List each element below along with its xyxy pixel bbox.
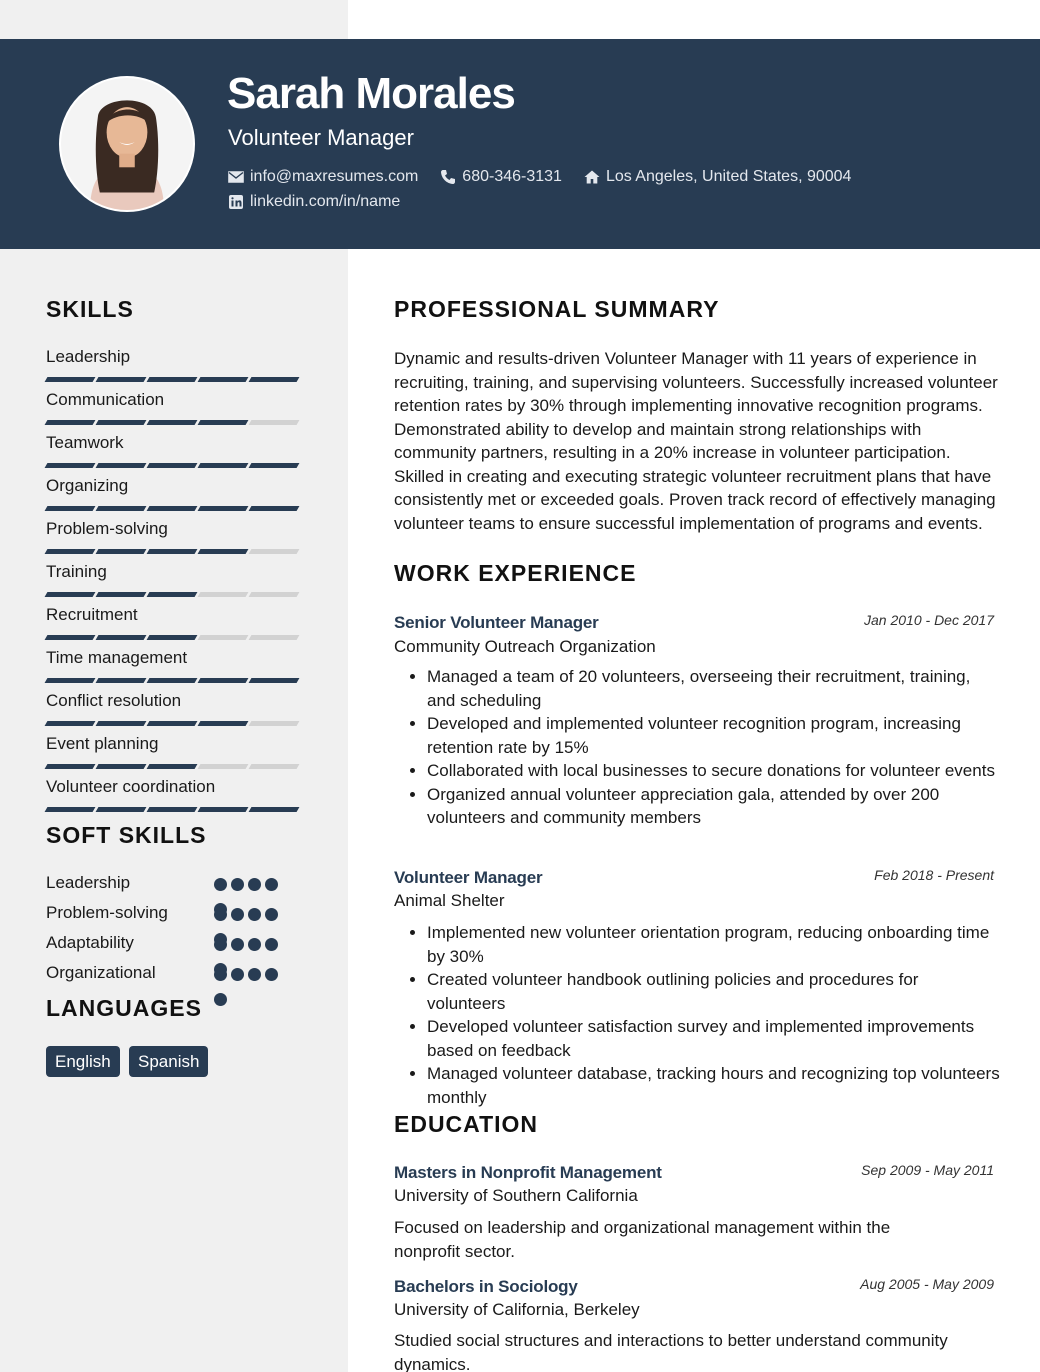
skill-label: Time management xyxy=(46,648,188,667)
skill-level-bar xyxy=(46,549,301,554)
rating-dot xyxy=(248,878,261,891)
skill-level-segment xyxy=(198,678,249,683)
skill-level-segment xyxy=(45,635,96,640)
skill-level-bar xyxy=(46,807,301,812)
skill-level-segment xyxy=(198,377,249,382)
soft-skills-title: SOFT SKILLS xyxy=(46,822,207,848)
skill-level-segment xyxy=(96,721,147,726)
skill-level-segment xyxy=(198,721,249,726)
degree-title: Bachelors in Sociology xyxy=(394,1277,578,1296)
skill-label: Event planning xyxy=(46,734,159,753)
skill-label: Leadership xyxy=(46,347,131,366)
skill-level-segment xyxy=(249,764,300,769)
skill-label: Problem-solving xyxy=(46,519,168,538)
skill-level-segment xyxy=(45,506,96,511)
job-dates: Feb 2018 - Present xyxy=(874,867,994,883)
soft-skill-label: Leadership xyxy=(46,873,131,892)
rating-dot xyxy=(231,908,244,921)
rating-dot xyxy=(265,938,278,951)
dot-stray xyxy=(214,963,227,976)
email-text: info@maxresumes.com xyxy=(250,168,419,185)
skill-level-segment xyxy=(147,807,198,812)
skill-level-segment xyxy=(96,592,147,597)
list-item: Developed volunteer satisfaction survey and implemented improvements based on feedback xyxy=(410,1015,1000,1062)
job-title: Senior Volunteer Manager xyxy=(394,613,599,632)
job-dates: Jan 2010 - Dec 2017 xyxy=(864,612,994,628)
skill-level-segment xyxy=(198,807,249,812)
skill-label: Training xyxy=(46,562,107,581)
profile-photo xyxy=(61,78,193,210)
skill-level-segment xyxy=(147,506,198,511)
rating-dot xyxy=(265,908,278,921)
skill-level-segment xyxy=(147,678,198,683)
rating-dot xyxy=(231,878,244,891)
soft-skill-label: Problem-solving xyxy=(46,903,168,922)
resume-header xyxy=(0,39,1040,249)
skill-level-segment xyxy=(198,420,249,425)
job-organization: Community Outreach Organization xyxy=(394,637,656,656)
rating-dot xyxy=(231,968,244,981)
skill-level-segment xyxy=(249,506,300,511)
linkedin-text: linkedin.com/in/name xyxy=(250,193,401,210)
skill-level-bar xyxy=(46,635,301,640)
skill-level-bar xyxy=(46,678,301,683)
skill-level-segment xyxy=(249,592,300,597)
skill-level-segment xyxy=(147,721,198,726)
skill-level-segment xyxy=(45,721,96,726)
linkedin-icon xyxy=(228,194,244,210)
skill-level-bar xyxy=(46,463,301,468)
contact-linkedin[interactable] xyxy=(228,193,400,211)
location-text: Los Angeles, United States, 90004 xyxy=(605,168,852,185)
skill-level-segment xyxy=(249,635,300,640)
list-item: Created volunteer handbook outlining policies and procedures for volunteers xyxy=(410,968,1000,1015)
rating-dot xyxy=(214,878,227,891)
skill-level-segment xyxy=(249,463,300,468)
rating-dot xyxy=(265,878,278,891)
rating-dot xyxy=(248,908,261,921)
list-item: Developed and implemented volunteer recognition program, increasing retention rate by 15% xyxy=(410,712,1000,759)
skill-level-bar xyxy=(46,506,301,511)
degree-dates: Aug 2005 - May 2009 xyxy=(860,1276,994,1292)
skill-level-segment xyxy=(96,807,147,812)
skill-level-bar xyxy=(46,764,301,769)
candidate-role: Volunteer Manager xyxy=(228,125,414,150)
skill-level-segment xyxy=(96,463,147,468)
envelope-icon xyxy=(228,169,244,185)
phone-text: 680-346-3131 xyxy=(462,168,562,185)
skill-level-segment xyxy=(96,506,147,511)
job-organization: Animal Shelter xyxy=(394,891,505,910)
dot-stray xyxy=(214,933,227,946)
degree-description: Studied social structures and interactions to better understand community dynamics. xyxy=(394,1331,948,1372)
list-item: Implemented new volunteer orientation program, reducing onboarding time by 30% xyxy=(410,921,1000,968)
skill-level-segment xyxy=(96,635,147,640)
skill-level-segment xyxy=(147,764,198,769)
skill-label: Conflict resolution xyxy=(46,691,182,710)
avatar xyxy=(59,76,195,212)
education-title: EDUCATION xyxy=(394,1111,539,1137)
skill-level-segment xyxy=(249,420,300,425)
home-icon xyxy=(584,169,600,185)
job-bullets xyxy=(410,665,1000,830)
rating-dot xyxy=(248,938,261,951)
degree-description: Focused on leadership and organizational management within the nonprofit sector. xyxy=(394,1218,891,1261)
summary-text: Dynamic and results-driven Volunteer Manager with 11 years of experience in recruiting, training, and supervising volunteers. Successfully increased volunteer retention rates by 30% through implementing innovative recognition programs. Demonstrated ability to develop and maintain strong relationships with community partners, resulting in a 20% increase in volunteer participation. Skilled in creating and executing strategic volunteer recruitment plans that have consistently met or exceeded goals. Proven track record of effectively managing volunteer teams to ensure successful implementation of programs and events. xyxy=(394,349,998,533)
soft-skill-rating xyxy=(214,878,282,891)
skill-level-segment xyxy=(198,463,249,468)
skill-level-segment xyxy=(198,592,249,597)
skill-level-segment xyxy=(45,764,96,769)
skill-label: Organizing xyxy=(46,476,129,495)
skill-level-segment xyxy=(96,549,147,554)
skill-label: Communication xyxy=(46,390,165,409)
skill-level-segment xyxy=(96,420,147,425)
skill-level-segment xyxy=(249,377,300,382)
skill-level-bar xyxy=(46,721,301,726)
skill-level-segment xyxy=(96,377,147,382)
skill-level-segment xyxy=(45,549,96,554)
soft-skill-label: Organizational xyxy=(46,963,156,982)
skill-level-segment xyxy=(249,721,300,726)
skill-level-segment xyxy=(198,635,249,640)
degree-title: Masters in Nonprofit Management xyxy=(394,1163,662,1182)
contact-row xyxy=(228,168,873,186)
school-name: University of Southern California xyxy=(394,1186,638,1205)
contact-phone[interactable] xyxy=(440,168,562,186)
list-item: Managed volunteer database, tracking hours and recognizing top volunteers monthly xyxy=(410,1062,1000,1109)
skill-level-segment xyxy=(249,807,300,812)
soft-skill-label: Adaptability xyxy=(46,933,134,952)
dot-stray xyxy=(214,993,227,1006)
language-tag: Spanish xyxy=(129,1046,208,1077)
list-item: Collaborated with local businesses to secure donations for volunteer events xyxy=(410,759,1000,783)
skills-title: SKILLS xyxy=(46,296,134,322)
rating-dot xyxy=(265,968,278,981)
skill-label: Recruitment xyxy=(46,605,138,624)
degree-dates: Sep 2009 - May 2011 xyxy=(861,1162,994,1178)
rating-dot xyxy=(248,968,261,981)
dot-stray xyxy=(214,903,227,916)
skill-level-bar xyxy=(46,420,301,425)
skill-level-segment xyxy=(96,764,147,769)
rating-dot xyxy=(231,938,244,951)
skill-level-bar xyxy=(46,592,301,597)
contact-row-2 xyxy=(228,193,422,211)
skill-label: Teamwork xyxy=(46,433,124,452)
skill-level-segment xyxy=(45,463,96,468)
skill-level-segment xyxy=(198,506,249,511)
experience-title: WORK EXPERIENCE xyxy=(394,560,637,586)
skill-level-segment xyxy=(147,377,198,382)
skill-level-segment xyxy=(198,549,249,554)
skill-level-segment xyxy=(45,377,96,382)
job-title: Volunteer Manager xyxy=(394,868,543,887)
school-name: University of California, Berkeley xyxy=(394,1300,640,1319)
skill-level-bar xyxy=(46,377,301,382)
skill-level-segment xyxy=(45,678,96,683)
contact-email[interactable] xyxy=(228,168,418,186)
skill-level-segment xyxy=(198,764,249,769)
skill-level-segment xyxy=(96,678,147,683)
skill-level-segment xyxy=(249,678,300,683)
skill-level-segment xyxy=(147,549,198,554)
list-item: Managed a team of 20 volunteers, overseeing their recruitment, training, and scheduling xyxy=(410,665,1000,712)
skill-level-segment xyxy=(147,463,198,468)
skill-level-segment xyxy=(249,549,300,554)
skill-level-segment xyxy=(45,592,96,597)
summary-title: PROFESSIONAL SUMMARY xyxy=(394,296,720,322)
job-bullets xyxy=(410,921,1000,1109)
skill-level-segment xyxy=(147,635,198,640)
skill-level-segment xyxy=(45,807,96,812)
contact-location xyxy=(584,168,852,186)
languages-title: LANGUAGES xyxy=(46,995,202,1021)
language-tag: English xyxy=(46,1046,120,1077)
skill-label: Volunteer coordination xyxy=(46,777,216,796)
skill-level-segment xyxy=(147,592,198,597)
skill-level-segment xyxy=(45,420,96,425)
list-item: Organized annual volunteer appreciation gala, attended by over 200 volunteers and community members xyxy=(410,783,1000,830)
candidate-name: Sarah Morales xyxy=(227,69,515,118)
phone-icon xyxy=(440,169,456,185)
skill-level-segment xyxy=(147,420,198,425)
